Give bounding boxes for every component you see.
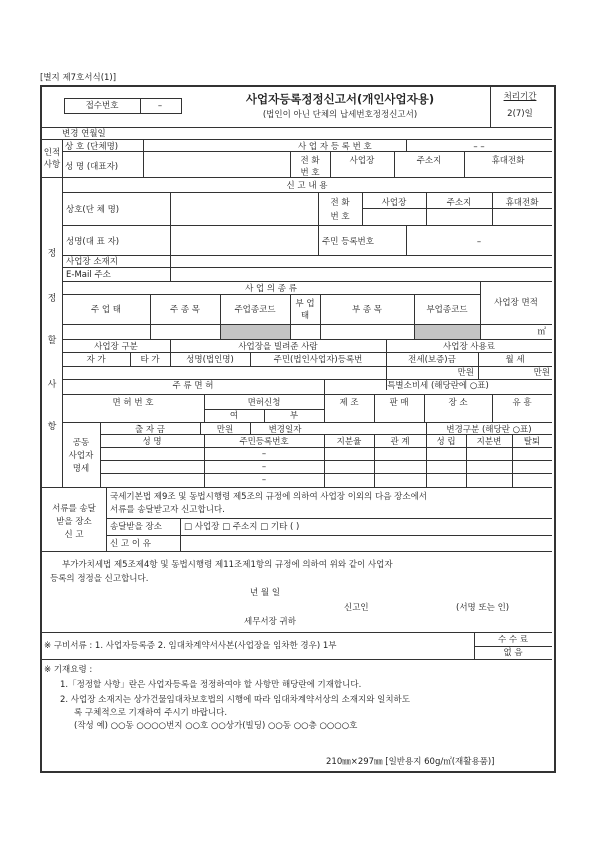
declaration-text-1: 부가가치세법 제5조제4항 및 동법시행령 제11조제1항의 규정에 의하여 위와 같이 사업자 <box>62 560 393 570</box>
form-code: [별지 제7호서식(1)] <box>40 73 117 83</box>
sub-type-label-1: 부 업 <box>295 299 315 309</box>
capital-label: 출 자 금 <box>134 425 166 435</box>
joint-label-3: 명세 <box>72 464 90 474</box>
delivery-text-1: 국세기본법 제9조 및 동법시행령 제5조의 규정에 의하여 사업장 이외의 다음 장소에서 <box>110 492 428 502</box>
delivery-label-3: 신 고 <box>64 530 84 540</box>
phone-home-label: 주소지 <box>416 156 442 166</box>
license-no-label: 면 허 번 호 <box>112 398 154 408</box>
lessor-rrn-label: 주민(법인사업자)등록번 <box>273 355 363 365</box>
delivery-text-2: 서류를 송달받고자 신고합니다. <box>110 505 225 515</box>
main-code-shaded <box>221 325 290 339</box>
joint-rrn-dash-2: – <box>261 462 267 472</box>
joint-exit-header: 탈퇴 <box>523 437 541 447</box>
joint-label-2: 사업자 <box>68 451 94 461</box>
side-char-5: 항 <box>47 422 57 432</box>
phone-mobile-label: 휴대전화 <box>491 156 525 166</box>
fee-value: 없 음 <box>503 648 523 658</box>
capital-unit: 만원 <box>216 425 234 435</box>
deposit-unit: 만원 <box>457 368 474 378</box>
use-fee-label: 사업장 사용료 <box>443 342 495 352</box>
side-char-4: 사 <box>47 380 57 390</box>
personal-section-top: 인적 <box>43 148 61 158</box>
corr-ph-home: 주소지 <box>446 198 472 208</box>
place-label: 장 소 <box>448 398 468 408</box>
ceo-label: 성 명 (대표자) <box>65 162 119 172</box>
corr-name-label: 상호(단 체 명) <box>66 205 120 215</box>
area-label: 사업장 면적 <box>494 298 538 308</box>
side-char-3: 할 <box>47 336 57 346</box>
period-label: 처리기간 <box>503 92 537 102</box>
joint-rrn-dash-3: – <box>261 475 267 485</box>
corr-rrn-value: – <box>476 237 482 247</box>
joint-change-class: 변경구분 (해당란 ○표) <box>446 425 532 435</box>
deposit-label: 전세(보증)금 <box>408 355 456 365</box>
biz-type-header: 사 업 의 종 류 <box>245 284 297 294</box>
license-no: 부 <box>289 411 299 421</box>
sub-type-label-2: 태 <box>300 311 310 321</box>
monthly-label: 월 세 <box>505 355 525 365</box>
phone-label-1: 전 화 <box>300 156 320 166</box>
declaration-reporter: 신고인 <box>344 603 369 613</box>
fee-label: 수 수 료 <box>497 635 529 645</box>
phone-biz-label: 사업장 <box>349 156 375 166</box>
form-subtitle: (법인이 아닌 단체의 납세번호정정신고서) <box>262 110 418 120</box>
corr-phone-1: 전 화 <box>330 198 350 208</box>
corr-phone-2: 번 호 <box>330 212 350 222</box>
joint-rrn-dash-1: – <box>261 449 267 459</box>
receipt-value: – <box>157 101 163 111</box>
form-title: 사업자등록정정신고서(개인사업자용) <box>245 92 435 106</box>
declaration-sign: (서명 또는 인) <box>456 603 510 613</box>
side-char-2: 정 <box>47 294 57 304</box>
main-type-label: 주 업 태 <box>90 305 122 315</box>
delivery-label-1: 서류를 송달 <box>52 504 96 514</box>
joint-rel-header: 관 계 <box>390 437 410 447</box>
excise-label: 특별소비세 (해당란에 ○표) <box>387 381 489 391</box>
main-code-label: 주업종코드 <box>234 305 276 315</box>
receipt-label: 접수번호 <box>85 101 119 111</box>
note-2-line-3: (작성 예) ○○동 ○○○○번지 ○○호 ○○상가(빌딩) ○○동 ○○층 ○○○○호 <box>74 721 358 731</box>
note-2-line-1: 2. 사업장 소재지는 상가건물임대차보호법의 시행에 따라 임대차계약서상의 소재지와 일치하도 <box>60 695 410 705</box>
delivery-label-2: 받을 장소 <box>56 517 92 527</box>
place-class-label: 사업장 구분 <box>94 342 138 352</box>
lessor-label: 사업장을 빌려준 사람 <box>238 342 318 352</box>
sub-code-shaded <box>415 325 480 339</box>
joint-rrn-header: 주민등록번호 <box>239 437 289 447</box>
area-unit: ㎡ <box>537 327 546 337</box>
delivery-place-label: 송달받을 장소 <box>110 522 162 532</box>
side-char-1: 정 <box>47 249 57 259</box>
monthly-unit: 만원 <box>533 368 550 378</box>
required-docs: ※ 구비서류 : 1. 사업자등록증 2. 임대차계약서사본(사업장을 임차한 경우) 1부 <box>44 641 337 651</box>
sub-item-label: 부 종 목 <box>351 305 383 315</box>
joint-share-header: 지분율 <box>336 437 362 447</box>
delivery-options[interactable]: □ 사업장 □ 주소지 □ 기타 ( ) <box>184 522 300 532</box>
joint-shchg-header: 지분변 <box>476 437 502 447</box>
corr-ph-biz: 사업장 <box>381 198 407 208</box>
license-app-label: 면허신청 <box>247 398 281 408</box>
rented-label: 타 가 <box>140 355 160 365</box>
joint-label-1: 공동 <box>72 438 90 448</box>
corr-addr-label: 사업장 소재지 <box>66 257 118 267</box>
reg-no-label: 사 업 자 등 록 번 호 <box>298 142 372 152</box>
entertain-label: 유 흥 <box>512 398 532 408</box>
lessor-name-label: 성명(법인명) <box>186 355 234 365</box>
main-item-label: 주 종 목 <box>169 305 201 315</box>
phone-label-2: 번 호 <box>300 168 320 178</box>
name-org-label: 상 호 (단체명) <box>65 142 119 152</box>
reg-no-value: – – <box>473 142 485 152</box>
change-date-label: 변경 연월일 <box>62 129 106 139</box>
note-1: 1.「정정할 사항」란은 사업자등록을 정정하여야 할 사항만 해당란에 기재합니다. <box>60 680 362 690</box>
delivery-reason-label: 신 고 이 유 <box>110 539 151 549</box>
license-header: 주 류 면 허 <box>172 381 214 391</box>
sale-label: 판 매 <box>389 398 409 408</box>
content-header: 신 고 내 용 <box>286 181 328 191</box>
sub-code-label: 부업종코드 <box>426 305 468 315</box>
manufacture-label: 제 조 <box>339 398 359 408</box>
corr-rrn-label: 주민 등록번호 <box>322 237 374 247</box>
joint-est-header: 성 립 <box>436 437 456 447</box>
self-owned-label: 자 가 <box>86 355 106 365</box>
license-yes: 여 <box>229 411 239 421</box>
declaration-text-2: 등록의 정정을 신고합니다. <box>50 574 149 584</box>
paper-spec: 210㎜×297㎜ [일반용지 60g/㎡(재활용품)] <box>326 757 495 767</box>
declaration-office: 세무서장 귀하 <box>244 617 296 627</box>
note-2-line-2: 록 구체적으로 기재하여 주시기 바랍니다. <box>74 708 228 718</box>
period-value: 2(7)일 <box>507 109 533 119</box>
personal-section-bottom: 사항 <box>43 160 61 170</box>
corr-email-label: E-Mail 주소 <box>66 270 111 280</box>
corr-ceo-label: 성명(대 표 자) <box>66 237 120 247</box>
corr-ph-mobile: 휴대전화 <box>505 198 539 208</box>
joint-name-header: 성 명 <box>142 437 162 447</box>
declaration-date: 년 월 일 <box>250 588 281 598</box>
notes-header: ※ 기재요령 : <box>44 665 93 675</box>
joint-change-date: 변경일자 <box>268 425 302 435</box>
